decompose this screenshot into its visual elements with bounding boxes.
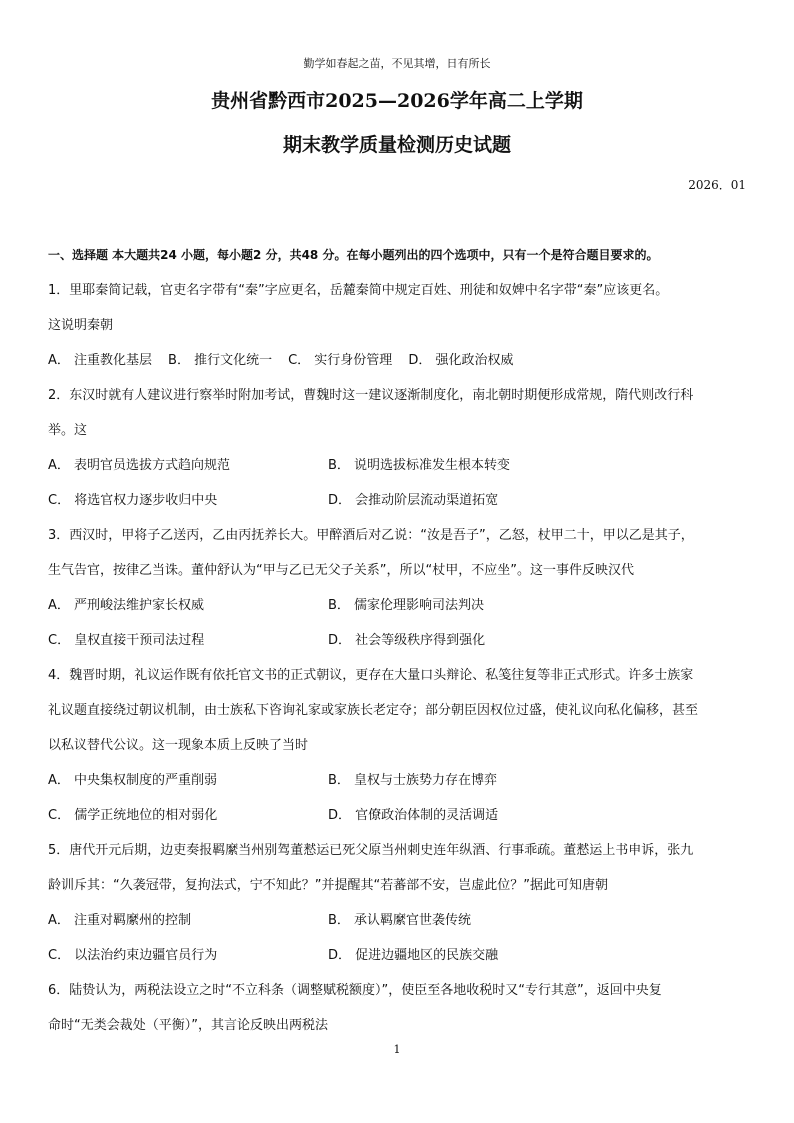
question-4-option-b: B． 皇权与士族势力存在博弈 — [328, 773, 498, 788]
question-4-option-d: D． 官僚政治体制的灵活调适 — [328, 808, 499, 823]
question-content — [48, 247, 754, 1052]
question-3-line-2: 生气告官，按律乙当诛。董仲舒认为“甲与乙已无父子关系”，所以“杖甲，不应坐”。这一事件反映汉代 — [48, 563, 634, 578]
question-5-options-row-1 — [48, 912, 754, 929]
question-5-option-a: A． 注重对羁縻州的控制 — [48, 913, 192, 928]
question-3-option-c: C． 皇权直接干预司法过程 — [48, 633, 205, 648]
question-5-option-d: D． 促进边疆地区的民族交融 — [328, 948, 499, 963]
question-2-option-c: C． 将选官权力逐步收归中央 — [48, 493, 218, 508]
question-5-option-c: C． 以法治约束边疆官员行为 — [48, 948, 218, 963]
question-2-line-1: 2．东汉时就有人建议进行察举时附加考试，曹魏时这一建议逐渐制度化，南北朝时期便形成常规，隋代则改行科 — [48, 388, 694, 403]
question-3-option-a: A． 严刑峻法维护家长权威 — [48, 598, 205, 613]
question-5 — [48, 842, 754, 964]
question-3-options-row-1 — [48, 597, 754, 614]
question-2-option-d: D． 会推动阶层流动渠道拓宽 — [328, 493, 499, 508]
motto: 勤学如春起之苗，不见其增，日有所长 — [303, 57, 491, 70]
exam-title-line1: 贵州省黔西市2025—2026学年高二上学期 — [211, 90, 583, 112]
question-1-option-b: B． 推行文化统一 — [168, 353, 273, 368]
section-heading: 一、选择题 本大题共24 小题，每小题2 分，共48 分。在每小题列出的四个选项中，只有一个是符合题目要求的。 — [48, 248, 659, 262]
question-6-line-1: 6．陆贽认为，两税法设立之时“不立科条（调整赋税额度）”，使臣至各地收税时又“专行其意”，返回中央复 — [48, 983, 662, 998]
question-6 — [48, 982, 754, 1034]
question-4-line-2: 礼议题直接绕过朝议机制，由士族私下咨询礼家或家族长老定夺；部分朝臣因权位过盛，使礼议向私化偏移，甚至 — [48, 703, 699, 718]
question-4-options-row-2 — [48, 807, 754, 824]
question-5-line-2: 龄训斥其：“久袭冠带，复拘法式，宁不知此？”并提醒其“若蕃部不安，岂虚此位？”据此可知唐朝 — [48, 878, 608, 893]
question-3-options-row-2 — [48, 632, 754, 649]
question-3-line-1: 3．西汉时，甲将子乙送丙，乙由丙抚养长大。甲醉酒后对乙说：“汝是吾子”，乙怒，杖甲二十，甲以乙是其子， — [48, 528, 694, 543]
question-3 — [48, 527, 754, 649]
question-4-option-a: A． 中央集权制度的严重削弱 — [48, 773, 218, 788]
question-2-line-2: 举。这 — [48, 423, 88, 438]
page-number: 1 — [393, 1043, 401, 1056]
exam-title-line2: 期末教学质量检测历史试题 — [282, 134, 511, 156]
question-1-option-a: A． 注重教化基层 — [48, 353, 153, 368]
question-1-option-d: D． 强化政治权威 — [408, 353, 514, 368]
question-1-options — [48, 352, 754, 369]
question-5-option-b: B． 承认羁縻官世袭传统 — [328, 913, 472, 928]
question-1-option-c: C． 实行身份管理 — [288, 353, 393, 368]
question-5-line-1: 5．唐代开元后期，边吏奏报羁縻当州别驾董慭运已死父原当州刺史连年纵酒、行事乖疏。董慭运上书申诉，张九 — [48, 843, 694, 858]
question-2 — [48, 387, 754, 509]
question-1-line-2: 这说明秦朝 — [48, 318, 114, 333]
question-3-option-d: D． 社会等级秩序得到强化 — [328, 633, 486, 648]
question-4-line-1: 4．魏晋时期，礼议运作既有依托官文书的正式朝议，更存在大量口头辩论、私笺往复等非正式形式。许多士族家 — [48, 668, 694, 683]
question-3-option-b: B． 儒家伦理影响司法判决 — [328, 598, 485, 613]
question-2-option-b: B． 说明选拔标准发生根本转变 — [328, 458, 511, 473]
question-1 — [48, 282, 754, 369]
question-4-line-3: 以私议替代公议。这一现象本质上反映了当时 — [48, 738, 309, 753]
question-1-line-1: 1．里耶秦简记载，官吏名字带有“秦”字应更名，岳麓秦简中规定百姓、刑徒和奴婢中名字带“秦”应该更名。 — [48, 283, 669, 298]
question-5-options-row-2 — [48, 947, 754, 964]
question-4-options-row-1 — [48, 772, 754, 789]
question-2-option-a: A． 表明官员选拔方式趋向规范 — [48, 458, 231, 473]
exam-date: 2026．01 — [688, 178, 746, 192]
question-6-line-2: 命时“无类会裁处（平衡）”，其言论反映出两税法 — [48, 1018, 328, 1033]
question-2-options-row-1 — [48, 457, 754, 474]
question-4-option-c: C． 儒学正统地位的相对弱化 — [48, 808, 218, 823]
question-2-options-row-2 — [48, 492, 754, 509]
question-4 — [48, 667, 754, 824]
